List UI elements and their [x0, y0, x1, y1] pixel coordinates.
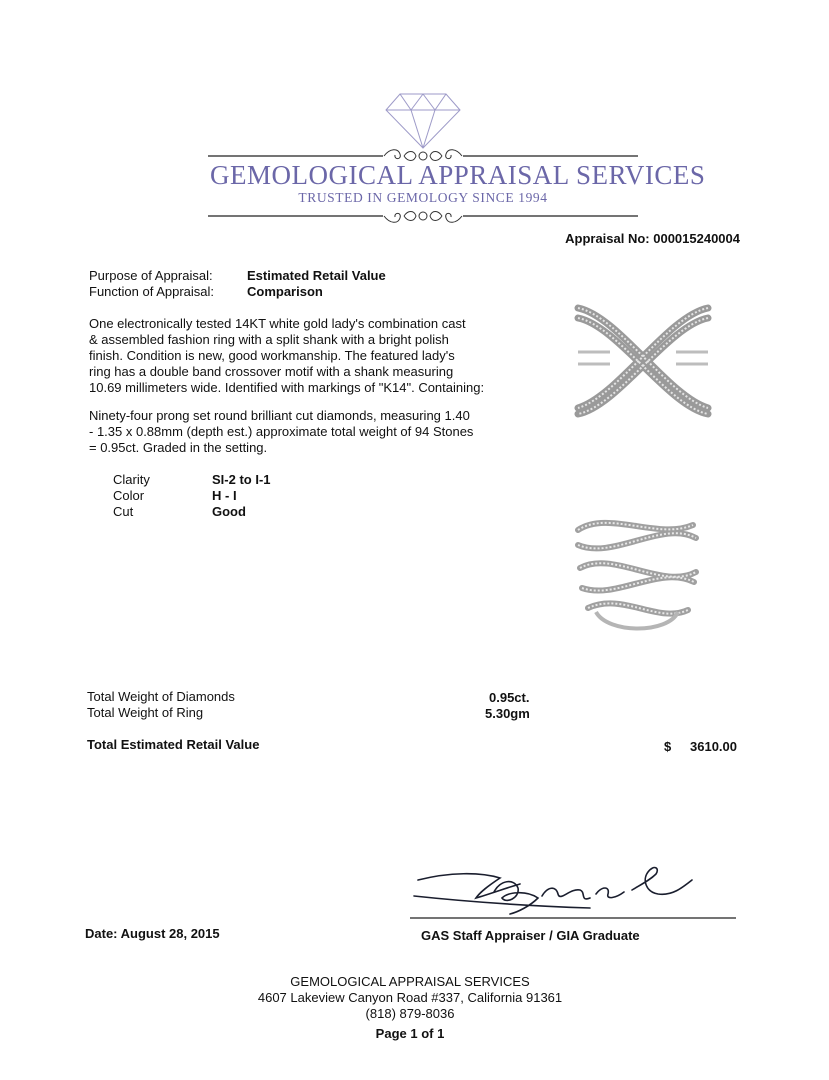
- diamond-logo-icon: [384, 90, 462, 150]
- ring-top-view-image: [570, 296, 716, 422]
- clarity-value: SI-2 to I-1: [212, 472, 271, 487]
- footer-address: 4607 Lakeview Canyon Road #337, California 91361: [257, 990, 563, 1005]
- description-line: - 1.35 x 0.88mm (depth est.) approximate total weight of 94 Stones: [89, 424, 474, 439]
- company-tagline: TRUSTED IN GEMOLOGY SINCE 1994: [298, 190, 548, 205]
- purpose-label: Purpose of Appraisal:: [89, 268, 213, 283]
- footer-company-name: GEMOLOGICAL APPRAISAL SERVICES: [290, 974, 530, 989]
- description-line: = 0.95ct. Graded in the setting.: [89, 440, 268, 455]
- ring-weight-label: Total Weight of Ring: [87, 705, 204, 720]
- retail-value-label: Total Estimated Retail Value: [87, 737, 260, 752]
- description-line: 10.69 millimeters wide. Identified with markings of "K14". Containing:: [89, 380, 485, 395]
- logo-bottom-rule: [208, 206, 638, 226]
- appraiser-signature-image: [410, 858, 740, 924]
- description-line: Ninety-four prong set round brilliant cut diamonds, measuring 1.40: [89, 408, 470, 423]
- function-label: Function of Appraisal:: [89, 284, 215, 299]
- purpose-value: Estimated Retail Value: [247, 268, 386, 283]
- description-line: One electronically tested 14KT white gold lady's combination cast: [89, 316, 466, 331]
- function-value: Comparison: [247, 284, 323, 299]
- company-name-logo: GEMOLOGICAL APPRAISAL SERVICES: [210, 160, 706, 190]
- footer-phone: (818) 879-8036: [365, 1006, 455, 1021]
- retail-value-amount: 3610.00: [690, 739, 737, 754]
- appraisal-number: Appraisal No: 000015240004: [565, 231, 740, 246]
- color-value: H - I: [212, 488, 237, 503]
- page-number: Page 1 of 1: [375, 1026, 445, 1041]
- ring-angled-view-image: [568, 500, 704, 640]
- diamond-weight-label: Total Weight of Diamonds: [87, 689, 235, 704]
- cut-label: Cut: [113, 504, 134, 519]
- color-label: Color: [113, 488, 145, 503]
- appraiser-title: GAS Staff Appraiser / GIA Graduate: [421, 928, 640, 943]
- description-line: finish. Condition is new, good workmanship. The featured lady's: [89, 348, 455, 363]
- cut-value: Good: [212, 504, 246, 519]
- appraisal-date: Date: August 28, 2015: [85, 926, 220, 941]
- ring-weight-value: 5.30gm: [485, 706, 530, 721]
- currency-symbol: $: [664, 739, 672, 754]
- description-line: & assembled fashion ring with a split shank with a bright polish: [89, 332, 449, 347]
- ring-description: [89, 316, 484, 396]
- description-line: ring has a double band crossover motif with a shank measuring: [89, 364, 454, 379]
- clarity-label: Clarity: [113, 472, 150, 487]
- diamond-description: [89, 408, 473, 456]
- diamond-weight-value: 0.95ct.: [489, 690, 530, 705]
